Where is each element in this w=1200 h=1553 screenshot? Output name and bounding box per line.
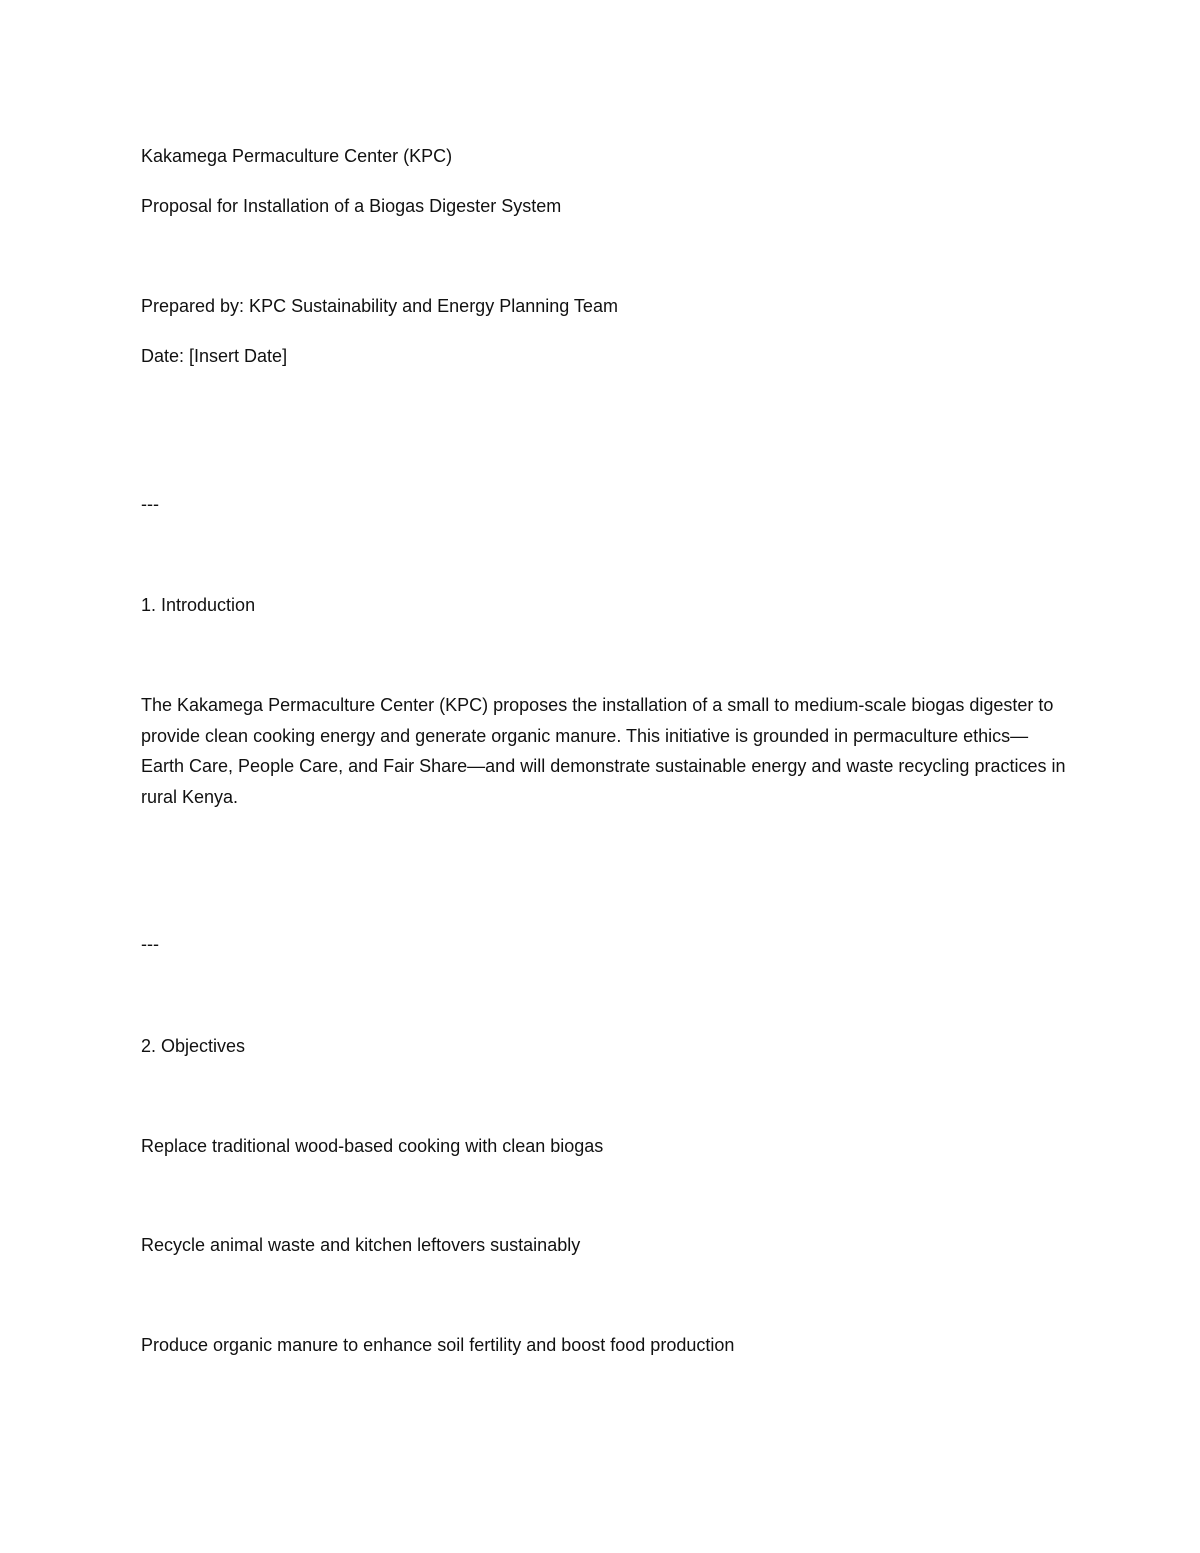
introduction-body: The Kakamega Permaculture Center (KPC) proposes the installation of a small to medium-scale biogas digester to provide clean cooking energy and generate organic manure. This initiative is grounded in permaculture ethics—Earth Care, People Care, and Fair Share—and will demonstrate sustainable energy and waste recycling practices in rural Kenya. bbox=[141, 695, 1066, 807]
objective-item: Recycle animal waste and kitchen leftovers sustainably bbox=[141, 1235, 581, 1255]
objective-item: Produce organic manure to enhance soil fertility and boost food production bbox=[141, 1335, 735, 1355]
section-separator: --- bbox=[141, 934, 159, 954]
document-date: Date: [Insert Date] bbox=[141, 346, 288, 366]
organization-name: Kakamega Permaculture Center (KPC) bbox=[141, 146, 453, 166]
proposal-title: Proposal for Installation of a Biogas Digester System bbox=[141, 196, 562, 216]
introduction-heading: 1. Introduction bbox=[141, 595, 256, 615]
section-separator: --- bbox=[141, 494, 159, 514]
objective-item: Replace traditional wood-based cooking with clean biogas bbox=[141, 1136, 604, 1156]
prepared-by: Prepared by: KPC Sustainability and Energy Planning Team bbox=[141, 296, 618, 316]
objectives-heading: 2. Objectives bbox=[141, 1036, 246, 1056]
